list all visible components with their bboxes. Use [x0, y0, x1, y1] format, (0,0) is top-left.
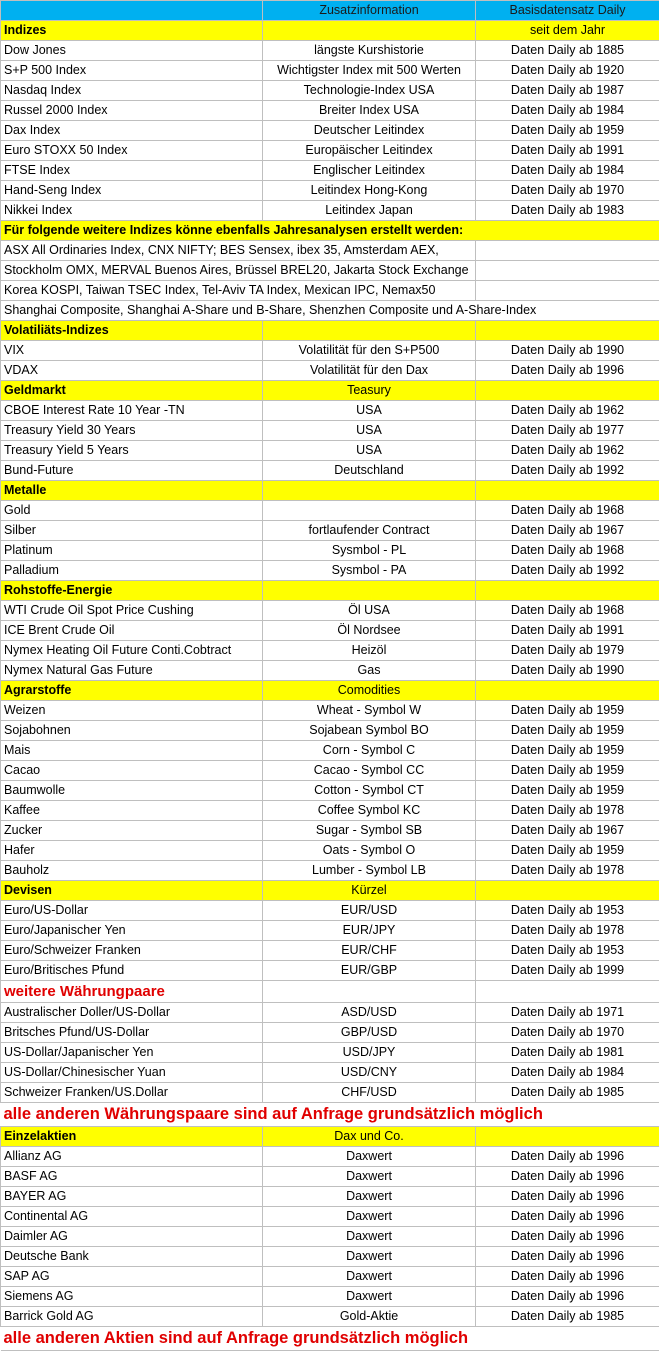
cell-empty: [476, 241, 659, 261]
cell-info: [263, 581, 476, 601]
section-row: [1, 681, 659, 701]
cell-name: Britsches Pfund/US-Dollar: [1, 1023, 263, 1043]
table-row: [1, 781, 659, 801]
cell-data-since: [476, 481, 659, 501]
cell-name: Daimler AG: [1, 1227, 263, 1247]
table-row: [1, 801, 659, 821]
cell-data-since: Daten Daily ab 1967: [476, 821, 659, 841]
cell-info: Daxwert: [263, 1147, 476, 1167]
cell-info: Daxwert: [263, 1287, 476, 1307]
table-row: [1, 501, 659, 521]
cell-info: Leitindex Hong-Kong: [263, 181, 476, 201]
table-row: [1, 541, 659, 561]
cell-data-since: Daten Daily ab 1978: [476, 921, 659, 941]
cell-name: Metalle: [1, 481, 263, 501]
cell-name: Russel 2000 Index: [1, 101, 263, 121]
cell-info: Teasury: [263, 381, 476, 401]
cell-info: [263, 981, 476, 1003]
cell-data-since: Daten Daily ab 1968: [476, 541, 659, 561]
cell-name: VDAX: [1, 361, 263, 381]
section-row: [1, 881, 659, 901]
cell-info: [263, 321, 476, 341]
index-list-text: Shanghai Composite, Shanghai A-Share und B-Share, Shenzhen Composite und A-Share-Index: [1, 301, 659, 321]
cell-data-since: [476, 581, 659, 601]
table-row: [1, 121, 659, 141]
cell-data-since: Daten Daily ab 1978: [476, 861, 659, 881]
cell-info: Englischer Leitindex: [263, 161, 476, 181]
cell-name: Schweizer Franken/US.Dollar: [1, 1083, 263, 1103]
cell-name: Silber: [1, 521, 263, 541]
cell-data-since: Daten Daily ab 1990: [476, 341, 659, 361]
cell-info: Daxwert: [263, 1187, 476, 1207]
cell-data-since: Daten Daily ab 1996: [476, 1267, 659, 1287]
cell-name: Geldmarkt: [1, 381, 263, 401]
cell-name: S+P 500 Index: [1, 61, 263, 81]
table-row: [1, 741, 659, 761]
cell-info: Deutschland: [263, 461, 476, 481]
table-row: [1, 1227, 659, 1247]
cell-name: Treasury Yield 30 Years: [1, 421, 263, 441]
cell-data-since: Daten Daily ab 1968: [476, 601, 659, 621]
table-row: [1, 1043, 659, 1063]
cell-data-since: Daten Daily ab 1999: [476, 961, 659, 981]
header-zusatzinformation: Zusatzinformation: [263, 1, 476, 21]
cell-data-since: Daten Daily ab 1959: [476, 781, 659, 801]
cell-name: Nymex Natural Gas Future: [1, 661, 263, 681]
note-text: Für folgende weitere Indizes könne ebenfalls Jahresanalysen erstellt werden:: [1, 221, 659, 241]
cell-info: Daxwert: [263, 1247, 476, 1267]
cell-data-since: Daten Daily ab 1996: [476, 1167, 659, 1187]
cell-name: Continental AG: [1, 1207, 263, 1227]
cell-empty: [476, 281, 659, 301]
cell-name: Nikkei Index: [1, 201, 263, 221]
cell-name: ICE Brent Crude Oil: [1, 621, 263, 641]
cell-name: Volatiliäts-Indizes: [1, 321, 263, 341]
notice-row: [1, 1327, 659, 1351]
cell-name: Dax Index: [1, 121, 263, 141]
cell-empty: [476, 261, 659, 281]
cell-name: Mais: [1, 741, 263, 761]
cell-name: Bauholz: [1, 861, 263, 881]
cell-info: Daxwert: [263, 1227, 476, 1247]
table-row: [1, 701, 659, 721]
cell-data-since: Daten Daily ab 1996: [476, 1287, 659, 1307]
cell-info: GBP/USD: [263, 1023, 476, 1043]
cell-name: Devisen: [1, 881, 263, 901]
table-row: [1, 201, 659, 221]
notice-text: alle anderen Währungspaare sind auf Anfrage grundsätzlich möglich: [1, 1103, 659, 1127]
cell-info: Comodities: [263, 681, 476, 701]
cell-data-since: Daten Daily ab 1977: [476, 421, 659, 441]
cell-data-since: Daten Daily ab 1996: [476, 1147, 659, 1167]
index-list-row: [1, 281, 659, 301]
cell-name: Treasury Yield 5 Years: [1, 441, 263, 461]
cell-info: Cotton - Symbol CT: [263, 781, 476, 801]
table-row: [1, 601, 659, 621]
cell-info: USA: [263, 421, 476, 441]
cell-info: Volatilität für den Dax: [263, 361, 476, 381]
table-row: [1, 101, 659, 121]
cell-info: Sysmbol - PA: [263, 561, 476, 581]
table-row: [1, 921, 659, 941]
cell-info: längste Kurshistorie: [263, 41, 476, 61]
cell-info: Coffee Symbol KC: [263, 801, 476, 821]
cell-info: EUR/JPY: [263, 921, 476, 941]
cell-data-since: [476, 1127, 659, 1147]
cell-data-since: Daten Daily ab 1991: [476, 141, 659, 161]
header-row: [1, 1, 659, 21]
cell-name: Einzelaktien: [1, 1127, 263, 1147]
cell-data-since: Daten Daily ab 1962: [476, 401, 659, 421]
cell-data-since: Daten Daily ab 1978: [476, 801, 659, 821]
table-row: [1, 361, 659, 381]
cell-info: Volatilität für den S+P500: [263, 341, 476, 361]
cell-name: Deutsche Bank: [1, 1247, 263, 1267]
table-row: [1, 661, 659, 681]
cell-data-since: Daten Daily ab 1996: [476, 1247, 659, 1267]
cell-info: Sojabean Symbol BO: [263, 721, 476, 741]
cell-name: Euro/Britisches Pfund: [1, 961, 263, 981]
cell-name: Euro/US-Dollar: [1, 901, 263, 921]
cell-info: Lumber - Symbol LB: [263, 861, 476, 881]
cell-data-since: Daten Daily ab 1996: [476, 361, 659, 381]
cell-name: VIX: [1, 341, 263, 361]
table-row: [1, 941, 659, 961]
cell-info: EUR/CHF: [263, 941, 476, 961]
cell-data-since: Daten Daily ab 1992: [476, 461, 659, 481]
cell-info: Kürzel: [263, 881, 476, 901]
cell-info: CHF/USD: [263, 1083, 476, 1103]
cell-name: Sojabohnen: [1, 721, 263, 741]
cell-data-since: Daten Daily ab 1971: [476, 1003, 659, 1023]
cell-info: USD/CNY: [263, 1063, 476, 1083]
cell-name: Baumwolle: [1, 781, 263, 801]
table-body: [1, 1, 659, 1351]
section-row: [1, 581, 659, 601]
cell-info: fortlaufender Contract: [263, 521, 476, 541]
table-row: [1, 1247, 659, 1267]
cell-data-since: [476, 381, 659, 401]
cell-data-since: Daten Daily ab 1959: [476, 701, 659, 721]
table-row: [1, 461, 659, 481]
cell-name: Dow Jones: [1, 41, 263, 61]
cell-data-since: Daten Daily ab 1985: [476, 1083, 659, 1103]
table-row: [1, 1083, 659, 1103]
cell-data-since: Daten Daily ab 1985: [476, 1307, 659, 1327]
table-row: [1, 1307, 659, 1327]
cell-name: Euro/Japanischer Yen: [1, 921, 263, 941]
cell-data-since: Daten Daily ab 1992: [476, 561, 659, 581]
cell-info: Leitindex Japan: [263, 201, 476, 221]
cell-info: Gold-Aktie: [263, 1307, 476, 1327]
cell-data-since: [476, 681, 659, 701]
cell-data-since: Daten Daily ab 1981: [476, 1043, 659, 1063]
cell-info: Öl Nordsee: [263, 621, 476, 641]
cell-name: Cacao: [1, 761, 263, 781]
cell-name: CBOE Interest Rate 10 Year -TN: [1, 401, 263, 421]
table-row: [1, 1063, 659, 1083]
cell-info: Heizöl: [263, 641, 476, 661]
cell-name: weitere Währungpaare: [1, 981, 263, 1003]
table-row: [1, 181, 659, 201]
note-row: [1, 221, 659, 241]
cell-name: Platinum: [1, 541, 263, 561]
cell-info: EUR/USD: [263, 901, 476, 921]
table-row: [1, 901, 659, 921]
cell-data-since: [476, 321, 659, 341]
cell-info: ASD/USD: [263, 1003, 476, 1023]
section-row: [1, 381, 659, 401]
index-list-row: [1, 241, 659, 261]
cell-data-since: Daten Daily ab 1970: [476, 1023, 659, 1043]
cell-data-since: Daten Daily ab 1996: [476, 1227, 659, 1247]
table-row: [1, 1003, 659, 1023]
table-row: [1, 841, 659, 861]
cell-info: [263, 481, 476, 501]
notice-text: alle anderen Aktien sind auf Anfrage grundsätzlich möglich: [1, 1327, 659, 1351]
table-row: [1, 421, 659, 441]
table-row: [1, 521, 659, 541]
cell-info: [263, 21, 476, 41]
cell-data-since: [476, 881, 659, 901]
cell-name: Kaffee: [1, 801, 263, 821]
cell-name: Nasdaq Index: [1, 81, 263, 101]
table-row: [1, 1287, 659, 1307]
cell-data-since: Daten Daily ab 1959: [476, 841, 659, 861]
table-row: [1, 401, 659, 421]
table-row: [1, 1207, 659, 1227]
cell-info: [263, 501, 476, 521]
table-row: [1, 621, 659, 641]
cell-info: USA: [263, 401, 476, 421]
cell-name: Hand-Seng Index: [1, 181, 263, 201]
cell-info: EUR/GBP: [263, 961, 476, 981]
cell-data-since: Daten Daily ab 1983: [476, 201, 659, 221]
cell-name: Barrick Gold AG: [1, 1307, 263, 1327]
section-row: [1, 21, 659, 41]
table-row: [1, 641, 659, 661]
index-list-text: ASX All Ordinaries Index, CNX NIFTY; BES Sensex, ibex 35, Amsterdam AEX,: [1, 241, 476, 261]
cell-data-since: Daten Daily ab 1979: [476, 641, 659, 661]
cell-name: Agrarstoffe: [1, 681, 263, 701]
cell-name: BAYER AG: [1, 1187, 263, 1207]
cell-data-since: Daten Daily ab 1991: [476, 621, 659, 641]
cell-name: Rohstoffe-Energie: [1, 581, 263, 601]
cell-data-since: Daten Daily ab 1984: [476, 1063, 659, 1083]
table-row: [1, 161, 659, 181]
cell-info: USD/JPY: [263, 1043, 476, 1063]
cell-data-since: Daten Daily ab 1996: [476, 1187, 659, 1207]
cell-name: Gold: [1, 501, 263, 521]
cell-data-since: Daten Daily ab 1920: [476, 61, 659, 81]
cell-data-since: Daten Daily ab 1959: [476, 761, 659, 781]
cell-info: Gas: [263, 661, 476, 681]
table-row: [1, 561, 659, 581]
cell-info: Europäischer Leitindex: [263, 141, 476, 161]
cell-info: Deutscher Leitindex: [263, 121, 476, 141]
table-row: [1, 141, 659, 161]
table-row: [1, 761, 659, 781]
cell-info: Corn - Symbol C: [263, 741, 476, 761]
table-row: [1, 1167, 659, 1187]
section-row: [1, 321, 659, 341]
cell-data-since: Daten Daily ab 1987: [476, 81, 659, 101]
cell-name: Euro STOXX 50 Index: [1, 141, 263, 161]
cell-name: Palladium: [1, 561, 263, 581]
cell-info: Daxwert: [263, 1207, 476, 1227]
cell-name: Indizes: [1, 21, 263, 41]
cell-name: US-Dollar/Chinesischer Yuan: [1, 1063, 263, 1083]
index-list-text: Korea KOSPI, Taiwan TSEC Index, Tel-Aviv TA Index, Mexican IPC, Nemax50: [1, 281, 476, 301]
cell-info: Cacao - Symbol CC: [263, 761, 476, 781]
header-col1: [1, 1, 263, 21]
table-row: [1, 81, 659, 101]
subsection-title-row: [1, 981, 659, 1003]
table-row: [1, 861, 659, 881]
cell-data-since: Daten Daily ab 1959: [476, 721, 659, 741]
cell-name: Euro/Schweizer Franken: [1, 941, 263, 961]
cell-data-since: Daten Daily ab 1885: [476, 41, 659, 61]
cell-name: SAP AG: [1, 1267, 263, 1287]
index-list-row: [1, 261, 659, 281]
index-list-text: Stockholm OMX, MERVAL Buenos Aires, Brüssel BREL20, Jakarta Stock Exchange: [1, 261, 476, 281]
cell-info: Sysmbol - PL: [263, 541, 476, 561]
table-row: [1, 1187, 659, 1207]
cell-name: Hafer: [1, 841, 263, 861]
cell-name: Nymex Heating Oil Future Conti.Cobtract: [1, 641, 263, 661]
cell-name: Australischer Doller/US-Dollar: [1, 1003, 263, 1023]
cell-info: Oats - Symbol O: [263, 841, 476, 861]
table-row: [1, 41, 659, 61]
cell-data-since: Daten Daily ab 1970: [476, 181, 659, 201]
table-row: [1, 821, 659, 841]
table-row: [1, 1023, 659, 1043]
cell-data-since: Daten Daily ab 1953: [476, 901, 659, 921]
cell-info: Daxwert: [263, 1167, 476, 1187]
section-row: [1, 1127, 659, 1147]
header-basisdatensatz: Basisdatensatz Daily: [476, 1, 659, 21]
section-row: [1, 481, 659, 501]
table-row: [1, 961, 659, 981]
cell-name: Allianz AG: [1, 1147, 263, 1167]
cell-data-since: Daten Daily ab 1984: [476, 101, 659, 121]
cell-name: Zucker: [1, 821, 263, 841]
cell-info: Technologie-Index USA: [263, 81, 476, 101]
table-row: [1, 1147, 659, 1167]
notice-row: [1, 1103, 659, 1127]
cell-name: FTSE Index: [1, 161, 263, 181]
cell-info: USA: [263, 441, 476, 461]
cell-info: Daxwert: [263, 1267, 476, 1287]
cell-name: Siemens AG: [1, 1287, 263, 1307]
cell-data-since: [476, 981, 659, 1003]
cell-name: Weizen: [1, 701, 263, 721]
cell-info: Öl USA: [263, 601, 476, 621]
table-row: [1, 441, 659, 461]
table-row: [1, 721, 659, 741]
cell-name: Bund-Future: [1, 461, 263, 481]
table-row: [1, 1267, 659, 1287]
cell-data-since: Daten Daily ab 1996: [476, 1207, 659, 1227]
cell-info: Breiter Index USA: [263, 101, 476, 121]
cell-info: Dax und Co.: [263, 1127, 476, 1147]
cell-data-since: Daten Daily ab 1959: [476, 741, 659, 761]
cell-data-since: Daten Daily ab 1959: [476, 121, 659, 141]
cell-data-since: Daten Daily ab 1953: [476, 941, 659, 961]
cell-data-since: Daten Daily ab 1968: [476, 501, 659, 521]
table-row: [1, 61, 659, 81]
cell-name: US-Dollar/Japanischer Yen: [1, 1043, 263, 1063]
index-list-row: [1, 301, 659, 321]
cell-name: WTI Crude Oil Spot Price Cushing: [1, 601, 263, 621]
cell-info: Wichtigster Index mit 500 Werten: [263, 61, 476, 81]
cell-data-since: Daten Daily ab 1962: [476, 441, 659, 461]
cell-name: BASF AG: [1, 1167, 263, 1187]
cell-info: Sugar - Symbol SB: [263, 821, 476, 841]
cell-data-since: seit dem Jahr: [476, 21, 659, 41]
cell-data-since: Daten Daily ab 1984: [476, 161, 659, 181]
cell-data-since: Daten Daily ab 1990: [476, 661, 659, 681]
cell-data-since: Daten Daily ab 1967: [476, 521, 659, 541]
table-row: [1, 341, 659, 361]
cell-info: Wheat - Symbol W: [263, 701, 476, 721]
